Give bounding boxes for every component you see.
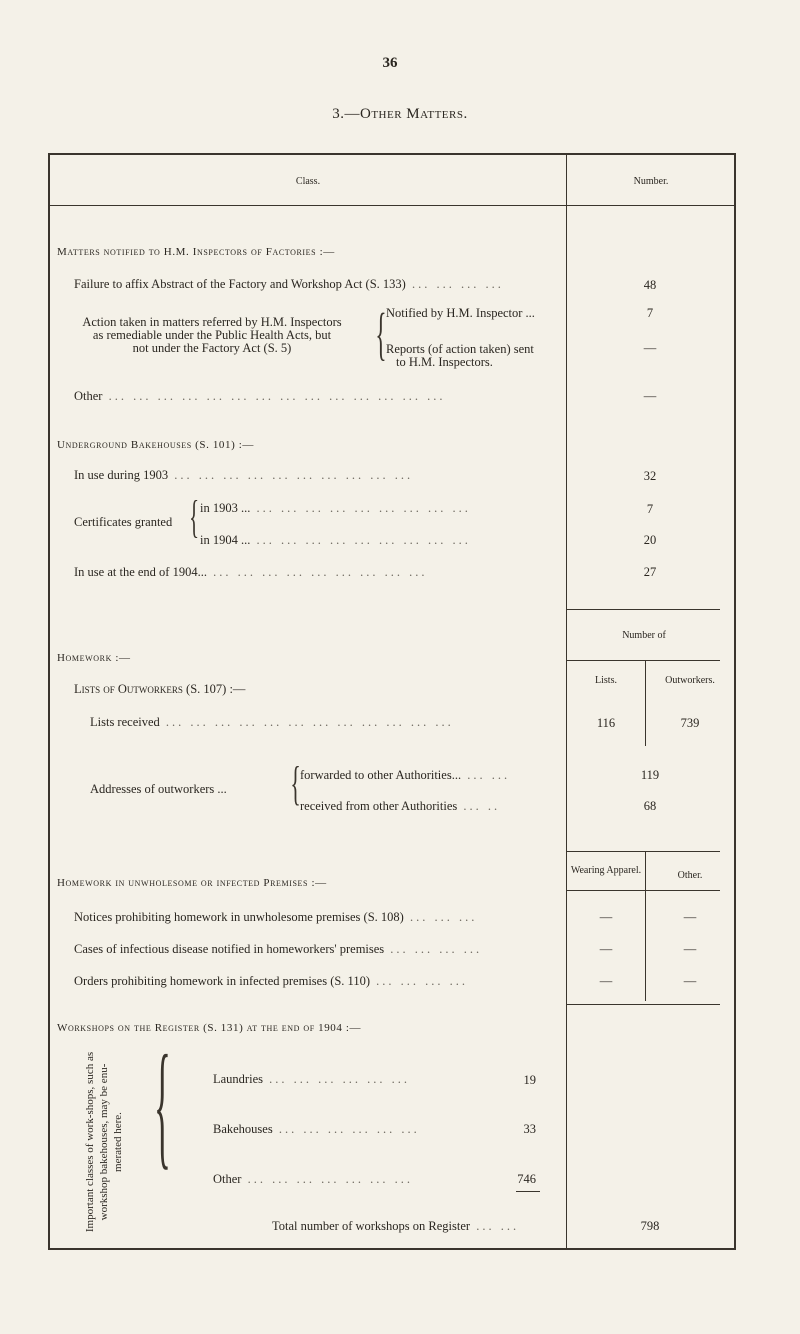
section-title: 3.—Other Matters. [332, 106, 468, 122]
subtotal-rule [516, 1191, 540, 1192]
action-taken-label: Action taken in matters referred by H.M. Inspectors as remediable under the Public Health Acts, but not under the Factory Act (S. 5) [82, 315, 342, 355]
workshop-item-value: 746 [517, 1172, 536, 1186]
workshop-item-value: 33 [523, 1122, 536, 1136]
outworkers-header: Outworkers. [665, 675, 715, 686]
lists-received-label: Lists received ... ... ... ... ... ... ... ... ... ... ... ... [90, 715, 454, 729]
factories-heading: Matters notified to H.M. Inspectors of Factories :— [57, 246, 335, 258]
cert-1903-label: in 1903 ... ... ... ... ... ... ... ... ... ... [200, 501, 471, 515]
workshops-heading: Workshops on the Register (S. 131) at the end of 1904 :— [57, 1022, 362, 1034]
workshop-item-label: Bakehouses ... ... ... ... ... ... [213, 1122, 420, 1136]
rotated-note: Important classes of work-shops, such as workshop bakehouses, may be enu-merated here. [84, 1051, 124, 1233]
unwholesome-row-label: Cases of infectious disease notified in homeworkers' premises ... ... ... ... [74, 942, 483, 956]
number-of-header: Number of [622, 630, 666, 641]
lists-value: 116 [596, 716, 616, 730]
workshop-item-value: 19 [523, 1073, 536, 1087]
lists-header: Lists. [595, 675, 617, 686]
page-number: 36 [382, 55, 398, 71]
addresses-label: Addresses of outworkers ... [90, 782, 227, 796]
reports-value: — [643, 341, 657, 355]
cert-1904-value: 20 [643, 533, 657, 547]
workshop-item-label: Laundries ... ... ... ... ... ... [213, 1072, 410, 1086]
outworkers-value: 739 [680, 716, 700, 730]
notified-value: 7 [646, 306, 654, 320]
workshop-item-label: Other ... ... ... ... ... ... ... [213, 1172, 413, 1186]
failure-row-label: Failure to affix Abstract of the Factory and Workshop Act (S. 133) ... ... ... ... [74, 277, 504, 291]
other-row-label: Other ... ... ... ... ... ... ... ... ... ... ... ... ... ... [74, 389, 446, 403]
number-column-header: Number. [633, 176, 669, 187]
notified-label: Notified by H.M. Inspector ... [386, 306, 535, 320]
reports-label: Reports (of action taken) sent to H.M. Inspectors. [386, 342, 534, 369]
unwholesome-row-label: Orders prohibiting homework in infected premises (S. 110) ... ... ... ... [74, 974, 469, 988]
other-header: Other. [677, 870, 703, 881]
total-value: 798 [640, 1219, 660, 1233]
bakehouses-heading: Underground Bakehouses (S. 101) :— [57, 439, 254, 451]
in-use-1903-value: 32 [643, 469, 657, 483]
action-brace: { [375, 301, 387, 366]
in-use-1903-label: In use during 1903 ... ... ... ... ... ... ... ... ... ... [74, 468, 414, 482]
wearing-value: — [599, 942, 613, 956]
cert-1903-value: 7 [646, 502, 654, 516]
total-label: Total number of workshops on Register ... ... [272, 1219, 520, 1233]
addresses-brace: { [290, 757, 301, 810]
homework-heading: Homework :— [57, 652, 131, 664]
in-use-1904-value: 27 [643, 565, 657, 579]
other-row-value: — [643, 389, 657, 403]
wearing-value: — [599, 910, 613, 924]
certificates-brace: { [189, 491, 200, 542]
received-value: 68 [643, 799, 657, 813]
cert-1904-label: in 1904 ... ... ... ... ... ... ... ... ... ... [200, 533, 471, 547]
wearing-value: — [599, 974, 613, 988]
unwholesome-row-label: Notices prohibiting homework in unwholesome premises (S. 108) ... ... ... [74, 910, 478, 924]
wearing-apparel-header: Wearing Apparel. [570, 865, 642, 876]
received-label: received from other Authorities ... .. [300, 799, 501, 813]
other-value: — [683, 942, 697, 956]
in-use-1904-label: In use at the end of 1904... ... ... ... ... ... ... ... ... ... [74, 565, 428, 579]
workshops-brace: { [154, 1027, 171, 1182]
other-value: — [683, 910, 697, 924]
forwarded-label: forwarded to other Authorities... ... ... [300, 768, 511, 782]
class-column-header: Class. [295, 176, 321, 187]
lists-of-outworkers-heading: Lists of Outworkers (S. 107) :— [74, 682, 246, 696]
certificates-label: Certificates granted [74, 515, 173, 529]
other-value: — [683, 974, 697, 988]
forwarded-value: 119 [640, 768, 660, 782]
unwholesome-heading: Homework in unwholesome or infected Premises :— [57, 877, 327, 889]
failure-row-value: 48 [643, 278, 657, 292]
